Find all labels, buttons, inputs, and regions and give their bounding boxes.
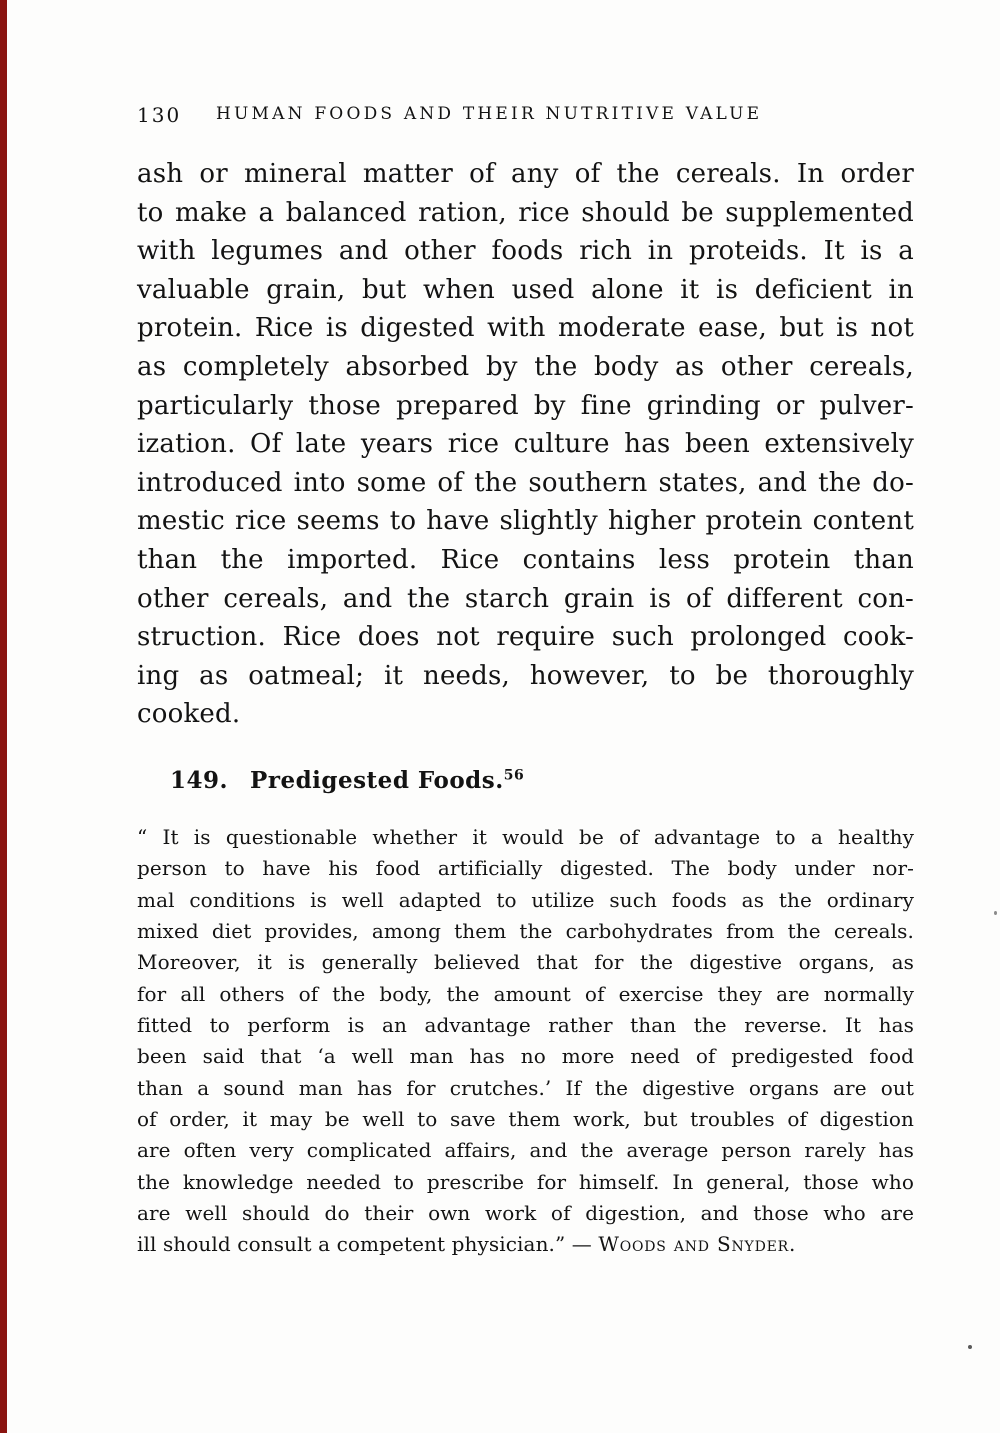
text-line: person to have his food artificially digested. The body under nor- <box>137 856 914 881</box>
quote-closing-text: ill should consult a competent physician.” — <box>137 1232 599 1257</box>
footnote-reference: 56 <box>503 767 525 784</box>
text-line: protein. Rice is digested with moderate ease, but is not <box>137 313 914 344</box>
text-line: cooked. <box>137 699 241 730</box>
text-line: particularly those prepared by fine grinding or pulver- <box>137 390 914 421</box>
text-line: been said that ‘a well man has no more need of predigested food <box>137 1044 914 1069</box>
quote-attribution: Woods and Snyder. <box>598 1232 797 1257</box>
text-line: the knowledge needed to prescribe for himself. In general, those who <box>137 1169 914 1194</box>
section-number: 149. <box>170 767 229 794</box>
text-line: than the imported. Rice contains less protein than <box>137 544 914 575</box>
text-line: mestic rice seems to have slightly higher protein content <box>137 506 914 537</box>
text-line: Moreover, it is generally believed that for the digestive organs, as <box>137 950 914 975</box>
scan-speck <box>968 1345 972 1349</box>
quoted-paragraph <box>137 822 914 1261</box>
text-line: to make a balanced ration, rice should be supplemented <box>137 197 914 228</box>
running-head <box>0 101 1000 129</box>
text-line: “ It is questionable whether it would be of advantage to a healthy <box>137 825 914 849</box>
text-line: struction. Rice does not require such prolonged cook- <box>137 622 914 653</box>
text-line: as completely absorbed by the body as other cereals, <box>137 351 914 382</box>
text-line: ing as oatmeal; it needs, however, to be thoroughly <box>137 660 914 691</box>
text-line: ash or mineral matter of any of the cereals. In order <box>137 159 914 189</box>
text-line: fitted to perform is an advantage rather than the reverse. It has <box>137 1013 914 1038</box>
text-line: are well should do their own work of digestion, and those who are <box>137 1201 914 1226</box>
text-line: other cereals, and the starch grain is of different con- <box>137 583 914 614</box>
text-line: mixed diet provides, among them the carbohydrates from the cereals. <box>137 919 914 944</box>
text-line: ization. Of late years rice culture has been extensively <box>137 429 914 460</box>
book-edge-strip <box>0 0 7 1433</box>
text-line: for all others of the body, the amount of exercise they are normally <box>137 981 914 1006</box>
text-line: with legumes and other foods rich in proteids. It is a <box>137 236 914 267</box>
text-line: of order, it may be well to save them work, but troubles of digestion <box>137 1107 914 1132</box>
section-title: Predigested Foods. <box>250 767 504 794</box>
header-title: HUMAN FOODS AND THEIR NUTRITIVE VALUE <box>216 104 763 124</box>
text-line: introduced into some of the southern states, and the do- <box>137 467 914 498</box>
section-heading <box>170 767 524 794</box>
body-paragraph <box>137 155 914 734</box>
page-number: 130 <box>137 103 182 127</box>
text-line: mal conditions is well adapted to utilize such foods as the ordinary <box>137 887 914 912</box>
scan-speck <box>994 911 997 915</box>
text-line <box>137 1229 914 1260</box>
text-line: valuable grain, but when used alone it is deficient in <box>137 274 914 305</box>
text-line: than a sound man has for crutches.’ If the digestive organs are out <box>137 1075 914 1100</box>
text-line: are often very complicated affairs, and the average person rarely has <box>137 1138 914 1163</box>
